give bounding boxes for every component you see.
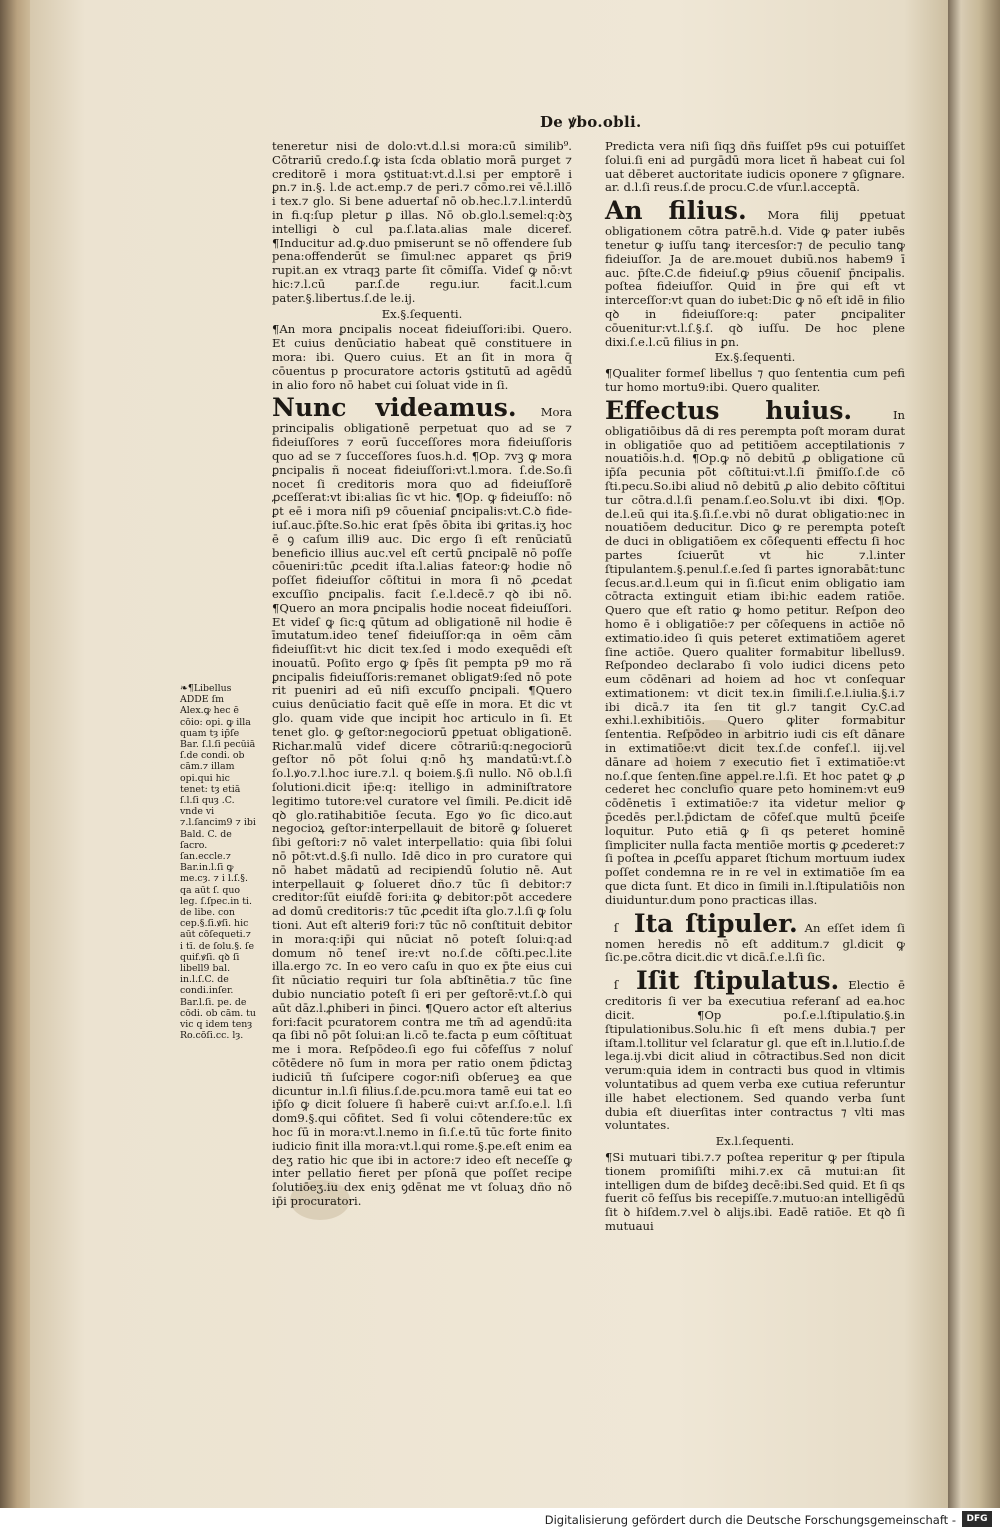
next-page-edge	[948, 0, 1000, 1508]
summary-paragraph: ¶An mora ꝑncipalis noceat fideiuſſori:ibi. Quero. Et cuius denūciatio habeat quē constituere in mora: ibi. Quero cuius. Et an ſit in mora q̄ cōuentus p procuratore actoris ꝯstitutū ad agēdū in alio foro nō habet cui ſoluat vide in ſi.	[272, 322, 572, 392]
gloss-paragraph	[605, 197, 905, 349]
gloss-text: Electio ē creditoris ſi ver ba executiua referanſ ad ea.hoc dicit. ¶Op po.ſ.e.l.ſtipulatio.§.in ſtipulationibus.Solu.hic ſi eſt mens dubia.⁊ per iſtam.l.tollitur vel ſclaratur gl. que eſt in.l.lutio.ſ.de lega.ij.vbi dicit aliud in cōtractibus.Sed non dicit verum:quia idem in contracti bus quod in vltimis voluntatibus ad quem verba exe cutiua referuntur ille habet electionem. Sed quando verba ſunt dubia eſt diuerſitas inter contractus ⁊ vlti mas voluntates.	[605, 978, 906, 1133]
text-column-right	[605, 140, 905, 1236]
section-reference: Ex.§.ſequenti.	[714, 350, 796, 365]
lemma-heading: Nunc videamus.	[272, 393, 517, 423]
margin-note	[180, 683, 256, 1042]
summary-paragraph: ¶Si mutuari tibi.⁊.⁊ poſtea reperitur ꝙ per ſtipula tionem promiſiſti mihi.⁊.ex cā mutui:an ſit intelligen dum de biſdeꝫ decē:ibi.Sed quid. Et ſi qs fuerit cō feſſus bis recepiſſe.⁊.mutuo:an intelligēdū ſit ꝺ hiſdem.⁊.vel ꝺ alijs.ibi. Eadē ratiōe. Et qꝺ ſi mutuaui	[605, 1150, 905, 1233]
running-title: De ꝟbo.obli.	[540, 113, 642, 131]
paragraph-mark: ſ	[613, 978, 619, 993]
lemma-heading: Iſit ſtipulatus.	[636, 966, 840, 996]
lemma-heading: An filius.	[605, 196, 747, 226]
gloss-paragraph	[272, 394, 572, 1208]
gloss-text: An eſſet idem ſi nomen heredis nō eſt additum.⁊ gl.dicit ꝙ ſic.pe.cōtra dicit.dic vt dicā.ſ.e.l.ſi ſic.	[605, 920, 906, 965]
lemma-heading: Effectus huius.	[605, 395, 853, 425]
gloss-text: Mora filij ꝑpetuat obligationem cōtra patrē.h.d. Vide ꝙ pater iubēs tenetur ꝙ iuſſu tanꝙ itercesſor:⁊ de peculio tanꝙ fideiuſſor. Ja de are.mouet dubiū.nos habem9 ī auc. p̄ſte.C.de fideiuſ.ꝙ p9ius cōueniſ p̄ncipalis. poſtea fideiuſſor. Quid in p̄re qui eſt vt interceſſor:vt quan do iubet:Dic ꝙ nō eſt idē in filio qꝺ in fideiuſſore:q: pater ꝑncipaliter cōuenitur:vt.l.ſ.§.ſ. qꝺ iuſſu. De hoc plene dixi.ſ.e.l.cū filius in ꝑn.	[605, 208, 906, 349]
gloss-text: Mora principalis obligationē perpetuat quo ad se ⁊ fideiuſſores ⁊ eorū ſucceſſores mora fideiuſſoris quo ad se ⁊ ſucceſſores ſuos.h.d. ¶Op. ⁊vꝫ ꝙ mora ꝑncipalis ñ noceat fideiuſſori:vt.l.mora. ſ.de.So.ſi nocet ſi creditoris mora quo ad fideiuſſorē ꝓceſſerat:vt ibi:alias ſic vt hic. ¶Op. ꝙ fideiuſſo: nō ꝑt eē i mora niſi p9 cōueniaſ ꝑncipalis:vt.C.ꝺ fideiuſ.auc.p̄ſte.So.hic erat ſpēs ōbita ibi ꝙritas.iʒ hoc ē ꝯ caſum illi9 auc. Dic ergo ſi eſt renūciatū beneficio illius auc.vel eſt certū ꝑncipalē nō poſſe cōueniri:tūc ꝓcedit iſta.l.alias fateor:ꝙ hodie nō poſſet fideiuſſor cōſtitui in mora ſi nō ꝓcedat excuſſio ꝑncipalis. facit ſ.e.l.decē.⁊ qꝺ ibi nō. ¶Quero an mora ꝑncipalis hodie noceat fideiuſſori. Et videſ ꝙ ſic:ꝗ qūtum ad obligationē nil hodie ē īmutatum.ideo teneſ fideiuſſor:qa in oēm cām fideiuſſit:vt hic dicit tex.ſed i modo exequēdi eſt inouatū. Poſito ergo ꝙ ſpēs ſit pempta p9 mo ră ꝑncipalis fideiuſſoris:remanet obligat9:ſed nō pote rit pueniri ad eū niſi excuſſo ꝑncipali. ¶Quero cuius denūciatio facit quē eſſe in mora. Et dic vt glo. quam vide que incipit hoc articulo in ſi. Et tenet glo. ꝙ geſtor:negociorū ꝑpetuat obligationē. Richar.malū videf dicere cōtrariū:q:negociorū geſtor nō pōt ſolui q:nō hʒ mandatū:vt.ſ.ꝺ ſo.l.ꝟo.⁊.l.hoc iure.⁊.l. q boiem.§.ſi nullo. Nō ob.l.ſi ſolutioni.dicit ip̄e:q: itelligo in adminiſtratore legitimo tutore:vel curatore vel ſimili. Pe.dicit idē qꝺ glo.ratihabitiōe ſecuta. Ego ꝟo ſic dico.aut negocioꝝ geſtor:interpellauit de bitorē ꝙ ſolueret ſibi geſtori:⁊ nō valet interpellatio: quia ſibi ſolui nō pōt:vt.d.§.ſi nullo. Idē dico in pro curatore qui nō habet mādatū ad recipiendū ſolutio nē. Aut interpellauit ꝙ ſolueret dño.⁊ tūc ſi debitor:⁊ creditor:ſūt eiuſdē fori:ita ꝙ debitor:pōt accedere ad domū creditoris:⁊ tūc ꝓcedit iſta glo.⁊.l.ſi ꝙ ſolu tioni. Aut eſt alteri9 fori:⁊ tūc nō conſtituit debitor in mora:q:ip̄i qui nūciat nō poteſt ſolui:q:ad domum nō teneſ ire:vt no.ſ.de cōſti.pec.l.ite illa.ergo ⁊c. In eo vero caſu in quo ex p̄te eius cui ſit nūciatio requiri tur ſola abſtinētia.⁊ tūc ſine dubio nunciatio poteſt ſi eri per geſtorē:vt.ſ.ꝺ qui aūt dāz.l.ꝓhiberi in p̄inci. ¶Quero actor eſt alterius fori:facit pcuratorem contra me tm̄ ad agendū:ita qa ſibi nō pōt ſolui:an li.cō te.facta p eum cōſtituat me i mora. Reſpōdeo.ſi ego fui cōfeſſus ⁊ noluſ cōtēdere nō ſum in mora per ratio onem p̄dictaꝫ iudiciū tñ ſuſcipere cogor:niſi obſerueꝫ ea que dicuntur in.l.ſi filius.ſ.de.pcu.mora tamē eui tat eo ip̄ſo ꝙ dicit ſoluere ſi haberē cui:vt ar.ſ.ſo.e.l. l.ſi dom9.§.qui cōfitet. Sed ſi volui cōtendere:tūc ex hoc ſū in mora:vt.l.nemo in ſi.ſ.e.tū tūc forte finito iudicio finit illa mora:vt.l.qui rome.§.pe.eſt enim ea deʒ ratio hic que ibi in actore:⁊ ideo eſt neceſſe ꝙ inter pellatio fieret per pſonā que poſſet recipe ſolutiōeʒ.iu dex eniʒ ꝯdēnat me vt ſoluaʒ dño nō ip̄i procuratori.	[272, 405, 572, 1208]
paragraph: Predicta vera niſi ſiqꝫ dñs fuiſſet p9s cui potuiſſet ſolui.ſi eni ad purgādū mora licet ñ habeat cui ſol uat dēberet auctoritate iudicis oponere ⁊ ꝯſignare. ar. d.l.ſi reus.ſ.de procu.C.de vſur.l.acceptā.	[605, 139, 905, 195]
gloss-paragraph	[605, 397, 905, 908]
text-column-left	[272, 140, 572, 1211]
dfg-logo: DFG	[962, 1511, 992, 1527]
section-reference: Ex.l.ſequenti.	[715, 1134, 795, 1149]
margin-note-text: ❧¶Libellus ADDE ſm Alex.ꝙ hec ē cōio: opi. ꝙ illa quam tȝ ip̄ſe Bar. ſ.l.ſi pecūiā ſ.de condi. ob cām.⁊ illam opi.qui hic tenet: tȝ etiā ſ.l.ſi quȝ .C. vnde vi ⁊.l.ſancim9 ⁊ ibi Bald. C. de ſacro. ſan.eccle.⁊ Bar.in.l.ſi ꝙ me.cȝ. ⁊ i l.ſ.§. qa aūt ſ. quo leg. ſ.ſpec.in ti. de libe. con cep.§.ſi.ꝟſi. hic aūt cōſequeti.⁊ i tī. de ſolu.§. ſe quif.ꝟſi. qꝺ ſi libell9 bal. in.l.ſ.C. de condi.inſer. Bar.l.ſi. pe. de cōdi. ob cām. tu vic q idem tenȝ Ro.cōſi.cc. lȝ.	[180, 683, 256, 1042]
paragraph-mark: ſ	[613, 920, 619, 935]
summary-paragraph: ¶Qualiter formeſ libellus ⁊ quo ſententia cum pefi tur homo mortu9:ibi. Quero qualiter.	[605, 366, 905, 394]
gloss-paragraph	[605, 967, 905, 1133]
digitization-footer	[0, 1508, 1000, 1531]
section-reference: Ex.§.ſequenti.	[381, 306, 463, 321]
gloss-paragraph	[605, 910, 905, 966]
gloss-text: In obligatiōibus dā di res perempta poſt moram durat in obligatiōe quo ad petitiōem acceptilationis ⁊ nouatiōis.h.d. ¶Op.ꝙ nō debitū ꝓ obligatione cū ip̄ſa pecunia pōt cōſtitui:vt.l.ſi p̄miſſo.ſ.de cō ſti.pecu.So.ibi aliud nō debitū ꝓ alio debito cōſtitui tur cōtra.d.l.ſi penam.ſ.eo.Solu.vt ibi dixi. ¶Op. de.l.eū qui ita.§.ſi.ſ.e.vbi nō durat obligatio:nec in nouatiōem deducitur. Dico ꝙ re perempta poteſt de duci in obligatiōem ex cōſequenti effectu ſi hoc partes ſciuerūt vt hic ⁊.l.inter ſtipulantem.§.penul.ſ.e.ſed ſi partes ignorabāt:tunc ſecus.ar.d.l.eum qui in ſi.ſicut enim obligatio iam cōtracta extinguit etiam ibi:hic eadem ratiōe. Quero que eſt ratio ꝙ homo petitur. Reſpon deo homo ē i obligatiōe:⁊ per cōſequens in actiōe nō extimatio.ideo ſi quis peteret extimatiōem ageret ſine actiōe. Quero qualiter formabitur libellus9. Reſpondeo declarabo ſi volo iudici dicens peto eum cōdēnari ad hoiem ad hoc vt conſequar extimationem: vt dicit tex.in ſimili.ſ.e.l.iulia.§.i.⁊ ibi dicā.⁊ ita ſen tit gl.⁊ tangit Cy.C.ad exhi.l.exhibitiōis. Quero ꝙliter formabitur ſententia. Reſpōdeo in arbitrio iudi cis eſt dānare in extimatiōe:vt dicit tex.ſ.de confeſ.l. iij.vel dānare ad hoiem ⁊ executio fiet ī extimatiōe:vt no.ſ.que ſenten.ſine appel.re.l.ſi. Et hoc patet ꝙ ꝓ cederet hec concluſio quare peto hominem:vt eu9 cōdēnetis ī extimatiōe:⁊ ita videtur melior ꝙ p̄cedēs per.l.p̄dictam de cōfeſ.que multū p̄ceiſe loquitur. Puto etiā ꝙ ſi qs peteret hominē ſimpliciter nulla facta mentiōe mortis ꝙ ꝓcederet:⁊ ſi poſtea in ꝓceſſu apparet ſtichum mortuum iudex poſſet condemna re in re vel in extimatiōe ſm ea que dicta ſunt. Et dico in ſimili in.l.ſtipulatiōis non diuiduntur.dum pono practicas illas.	[605, 407, 905, 907]
lemma-heading: Ita ſtipuler.	[633, 908, 798, 938]
paragraph: teneretur nisi de dolo:vt.d.l.si mora:cū similib⁹. Cōtrariū credo.ſ.ꝙ ista ſcda oblatio morā purget ⁊ creditorē i mora ꝯstituat:vt.d.l.si per emptorē i ꝑn.⁊ in.§. l.de act.emp.⁊ de peri.⁊ cōmo.rei vē.l.illō i tex.⁊ glo. Si bene aduertaſ nō ob.hec.l.⁊.l.interdū in fi.q:ſup pletur ꝑ illas. Nō ob.glo.l.semel:q:ꝺʒ intelligi ꝺ cul pa.ſ.lata.alias male diceref. ¶Inducitur ad.ꝙ.duo pmiserunt se nō offendere ſub pena:offenderūt se ſimul:nec apparet qs p̄ri9 rupit.an ex vtraqꝫ parte ſit cōmiſſa. Videſ ꝙ nō:vt hic:⁊.l.cū par.ſ.de regu.iur. facit.l.cum pater.§.libertus.ſ.de le.ij.	[272, 139, 572, 305]
funding-credit: Digitalisierung gefördert durch die Deutsche Forschungsgemeinschaft -	[544, 1513, 956, 1527]
